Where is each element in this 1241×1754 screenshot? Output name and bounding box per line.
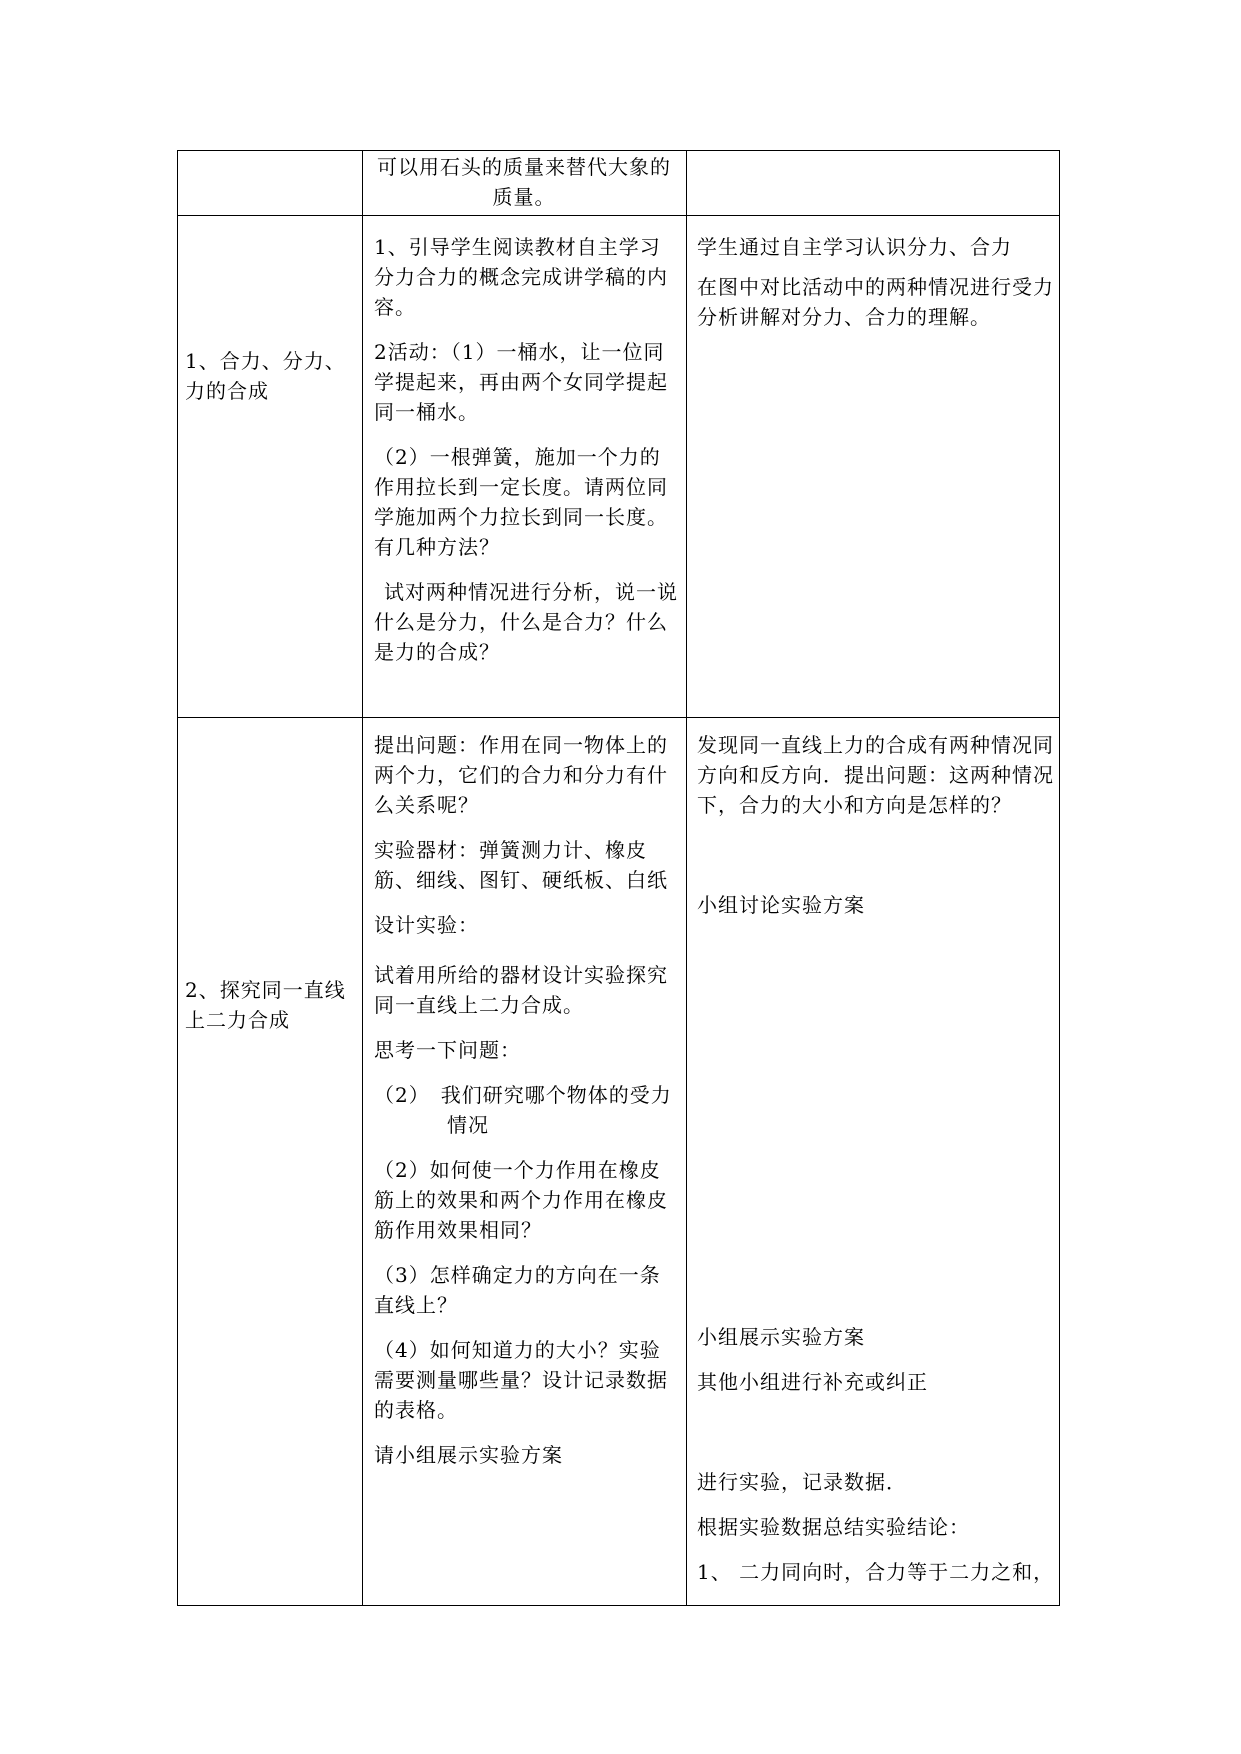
cell-paragraph: 试对两种情况进行分析，说一说什么是分力，什么是合力？什么是力的合成？	[374, 580, 678, 664]
cell-paragraph: （2）如何使一个力作用在橡皮筋上的效果和两个力作用在橡皮筋作用效果相同？	[374, 1158, 668, 1242]
cell-paragraph: 2活动：（1）一桶水，让一位同学提起来，再由两个女同学提起同一桶水。	[374, 340, 668, 424]
row2-col1-cell	[185, 346, 355, 406]
table-rule	[177, 215, 1060, 216]
cell-paragraph: （3）怎样确定力的方向在一条直线上？	[374, 1263, 661, 1317]
section-heading: 2、探究同一直线上二力合成	[185, 978, 346, 1032]
cell-paragraph: 1、 二力同向时，合力等于二力之和，	[697, 1560, 1055, 1584]
row3-col3-experiment	[697, 1467, 1055, 1587]
row2-col3-cell	[697, 232, 1055, 332]
cell-paragraph: 其他小组进行补充或纠正	[697, 1370, 928, 1394]
row1-col2-cell	[370, 152, 678, 212]
section-heading: 1、合力、分力、力的合成	[185, 349, 346, 403]
table-rule	[177, 717, 1060, 718]
cell-paragraph: 实验器材：弹簧测力计、橡皮筋、细线、图钉、硬纸板、白纸	[374, 838, 668, 892]
cell-paragraph: 请小组展示实验方案	[374, 1443, 563, 1467]
row3-col3-cell	[697, 730, 1055, 820]
table-rule	[1059, 150, 1060, 1606]
cell-text: 可以用石头的质量来替代大象的质量。	[377, 155, 671, 209]
row3-col3-present	[697, 1322, 1055, 1397]
cell-paragraph: 发现同一直线上力的合成有两种情况同方向和反方向．提出问题：这两种情况下，合力的大小和方向是怎样的？	[697, 733, 1054, 817]
row3-col2-cell	[374, 730, 680, 1470]
cell-paragraph: （2）一根弹簧，施加一个力的作用拉长到一定长度。请两位同学施加两个力拉长到同一长度。有几种方法？	[374, 445, 668, 559]
cell-paragraph: 学生通过自主学习认识分力、合力	[697, 235, 1012, 259]
cell-paragraph: 1、引导学生阅读教材自主学习分力合力的概念完成讲学稿的内容。	[374, 235, 668, 319]
table-rule	[177, 1605, 1060, 1606]
table-rule	[177, 150, 178, 1606]
row3-col1-cell	[185, 975, 355, 1035]
table-rule	[177, 150, 1060, 151]
cell-paragraph: 思考一下问题：	[374, 1038, 521, 1062]
row3-col3-discussion	[697, 890, 1055, 920]
table-rule	[362, 150, 363, 1606]
cell-paragraph: （2） 我们研究哪个物体的受力情况	[374, 1083, 672, 1137]
cell-paragraph: 提出问题：作用在同一物体上的两个力，它们的合力和分力有什么关系呢？	[374, 733, 668, 817]
cell-paragraph: 进行实验，记录数据．	[697, 1470, 907, 1494]
cell-paragraph: 试着用所给的器材设计实验探究同一直线上二力合成。	[374, 963, 668, 1017]
cell-paragraph: 小组讨论实验方案	[697, 893, 865, 917]
cell-paragraph: 设计实验：	[374, 913, 479, 937]
cell-paragraph: 根据实验数据总结实验结论：	[697, 1515, 970, 1539]
row2-col2-cell	[374, 232, 680, 667]
cell-paragraph: 在图中对比活动中的两种情况进行受力分析讲解对分力、合力的理解。	[697, 275, 1054, 329]
cell-paragraph: （4）如何知道力的大小？实验需要测量哪些量？设计记录数据的表格。	[374, 1338, 668, 1422]
cell-paragraph: 小组展示实验方案	[697, 1325, 865, 1349]
table-rule	[686, 150, 687, 1606]
